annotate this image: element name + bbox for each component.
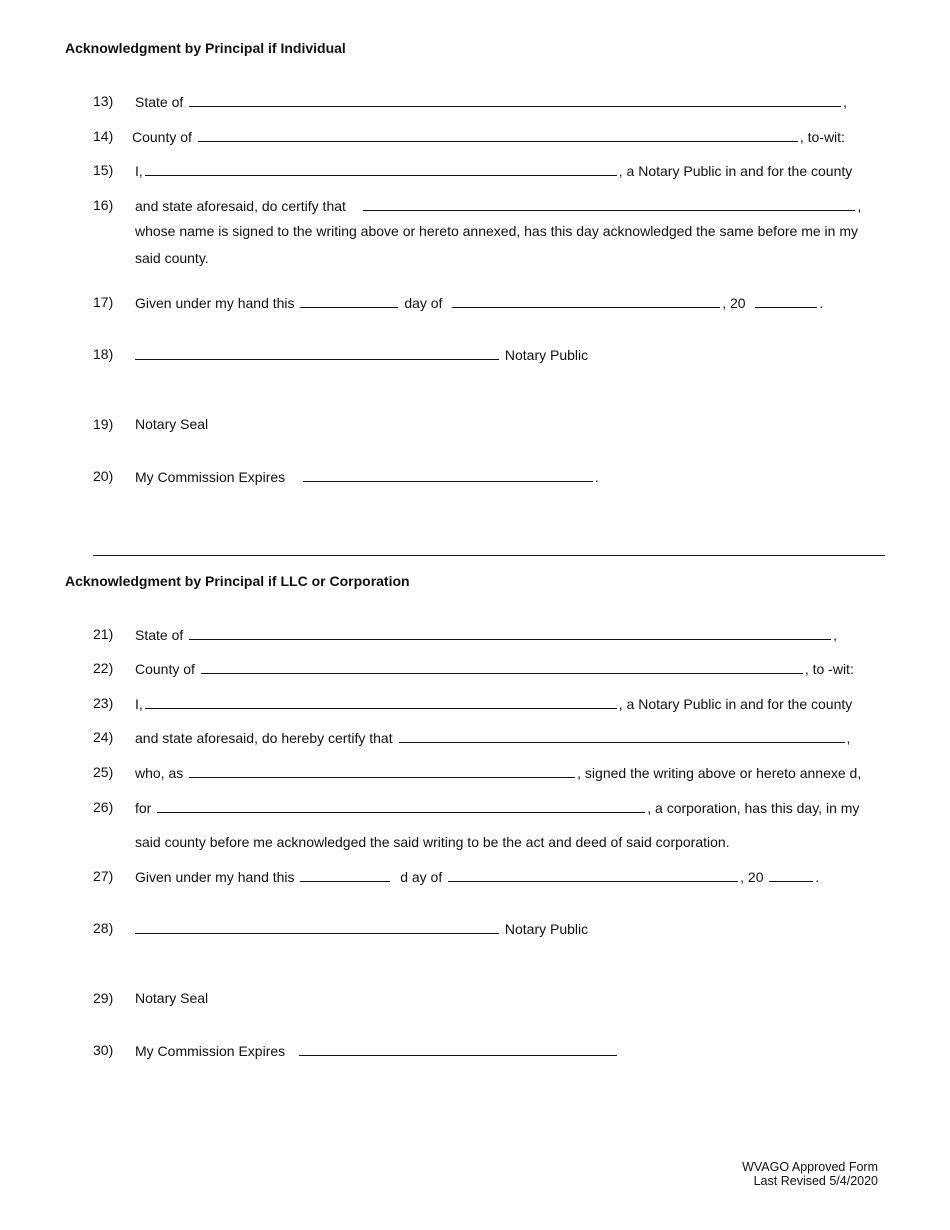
year-blank[interactable]: [769, 868, 813, 882]
line-number: 20): [93, 468, 114, 484]
line-number: 29): [93, 990, 114, 1006]
line-text: I, , a Notary Public in and for the county: [135, 696, 853, 712]
line-number: 17): [93, 294, 114, 310]
month-blank[interactable]: [452, 294, 720, 308]
officer-title-blank[interactable]: [189, 764, 575, 778]
form-line-22: [0, 660, 950, 680]
line-number: 19): [93, 416, 114, 432]
notary-name-blank[interactable]: [145, 162, 617, 176]
form-line-18: [0, 346, 950, 366]
form-line-25: [0, 764, 950, 784]
notary-signature-blank[interactable]: [135, 346, 499, 360]
form-line-29: [0, 990, 950, 1010]
line-text: State of ,: [135, 94, 848, 110]
line-text: Given under my hand this d ay of , 20 .: [135, 869, 820, 885]
form-line-13: [0, 93, 950, 113]
line-text: Notary Public: [135, 920, 588, 937]
county-blank[interactable]: [201, 660, 803, 674]
line-text: Given under my hand this day of , 20 .: [135, 295, 824, 311]
form-footer: [742, 1160, 878, 1188]
day-blank[interactable]: [300, 294, 398, 308]
state-blank[interactable]: [189, 93, 841, 107]
section-divider: [93, 555, 885, 556]
line-text: My Commission Expires: [135, 1042, 619, 1059]
line-text: whose name is signed to the writing above or hereto annexed, has this day acknowledged the same before me in my: [135, 223, 858, 239]
corporation-name-blank[interactable]: [157, 799, 645, 813]
notary-name-blank[interactable]: [145, 695, 617, 709]
form-line-28: [0, 920, 950, 940]
form-line-21: [0, 626, 950, 646]
form-line-16: [0, 197, 950, 217]
commission-expires-blank[interactable]: [303, 468, 593, 482]
line-number: 15): [93, 162, 114, 178]
principal-name-blank[interactable]: [363, 197, 855, 211]
line-text: I, , a Notary Public in and for the county: [135, 163, 853, 179]
line-number: 27): [93, 868, 114, 884]
line-text: Notary Public: [135, 346, 588, 363]
form-line-27: [0, 868, 950, 888]
line-text: State of ,: [135, 627, 838, 643]
day-blank[interactable]: [300, 868, 390, 882]
line-number: 26): [93, 799, 114, 815]
line-text: said county before me acknowledged the said writing to be the act and deed of said corporation.: [135, 834, 730, 850]
line-text: My Commission Expires .: [135, 469, 599, 485]
section-heading-llc: Acknowledgment by Principal if LLC or Corporation: [65, 573, 410, 589]
line-number: 25): [93, 764, 114, 780]
line-number: 22): [93, 660, 114, 676]
section-heading-individual: Acknowledgment by Principal if Individual: [65, 40, 346, 56]
notary-seal-label: Notary Seal: [135, 990, 209, 1006]
line-number: 30): [93, 1042, 114, 1058]
form-line-16-cont2: [0, 250, 950, 270]
line-text: said county.: [135, 250, 209, 266]
year-blank[interactable]: [755, 294, 817, 308]
line-text: County of , to -wit:: [135, 661, 854, 677]
commission-expires-blank[interactable]: [299, 1042, 617, 1056]
form-line-23: [0, 695, 950, 715]
form-line-16-cont: [0, 223, 950, 243]
line-text: who, as , signed the writing above or hereto annexe d,: [135, 765, 862, 781]
notary-seal-label: Notary Seal: [135, 416, 209, 432]
form-line-30: [0, 1042, 950, 1062]
officer-name-blank[interactable]: [399, 729, 845, 743]
form-line-19: [0, 416, 950, 436]
form-line-20: [0, 468, 950, 488]
line-text: for , a corporation, has this day, in my: [135, 800, 860, 816]
form-line-26: [0, 799, 950, 819]
line-number: 16): [93, 197, 114, 213]
form-line-14: [0, 128, 950, 148]
form-line-15: [0, 162, 950, 182]
state-blank[interactable]: [189, 626, 831, 640]
line-number: 14): [93, 128, 114, 144]
line-number: 21): [93, 626, 114, 642]
month-blank[interactable]: [448, 868, 738, 882]
line-text: and state aforesaid, do certify that ,: [135, 198, 862, 214]
line-number: 24): [93, 729, 114, 745]
line-number: 18): [93, 346, 114, 362]
line-number: 13): [93, 93, 114, 109]
form-line-24: [0, 729, 950, 749]
line-text: and state aforesaid, do hereby certify that ,: [135, 730, 851, 746]
notary-signature-blank[interactable]: [135, 920, 499, 934]
footer-approved-form: WVAGO Approved Form: [742, 1160, 878, 1174]
footer-revised-date: Last Revised 5/4/2020: [753, 1174, 878, 1188]
line-text: County of , to-wit:: [132, 129, 845, 145]
form-line-26-cont: [0, 834, 950, 854]
form-line-17: [0, 294, 950, 314]
county-blank[interactable]: [198, 128, 798, 142]
line-number: 28): [93, 920, 114, 936]
line-number: 23): [93, 695, 114, 711]
